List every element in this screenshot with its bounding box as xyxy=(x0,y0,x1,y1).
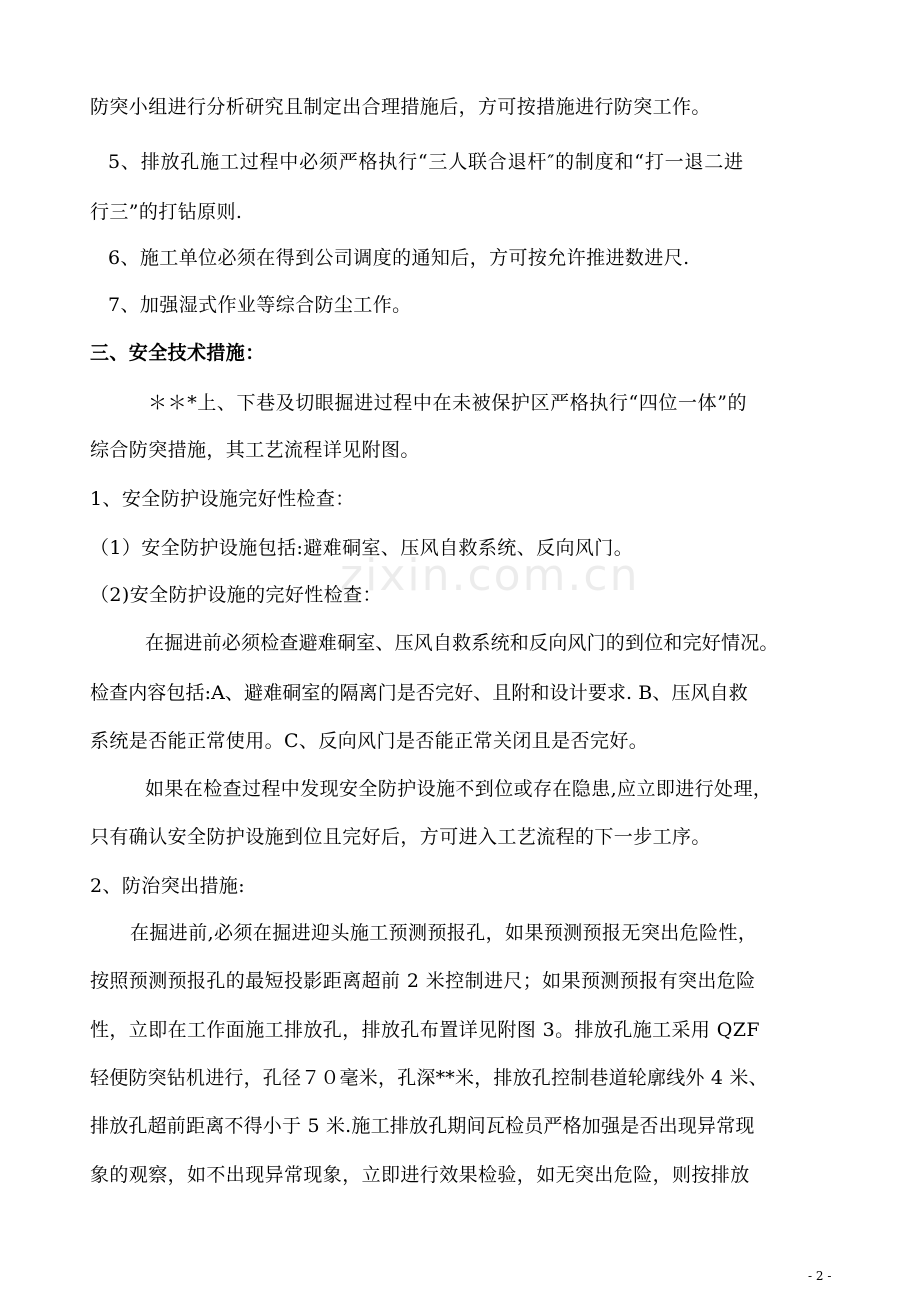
text-line: 综合防突措施，其工艺流程详见附图。 xyxy=(90,439,420,461)
text-line: 象的观察，如不出现异常现象，立即进行效果检验，如无突出危险，则按排放 xyxy=(90,1164,750,1186)
text-line: 如果在检查过程中发现安全防护设施不到位或存在隐患,应立即进行处理， xyxy=(145,778,773,800)
text-line: 7、加强湿式作业等综合防尘工作。 xyxy=(108,294,412,316)
text-line: 6、施工单位必须在得到公司调度的通知后，方可按允许推进数进尺. xyxy=(108,247,690,269)
text-line: （1）安全防护设施包括:避难硐室、压风自救系统、反向风门。 xyxy=(90,537,634,559)
text-line: 只有确认安全防护设施到位且完好后，方可进入工艺流程的下一步工序。 xyxy=(90,826,711,848)
text-line: 1、安全防护设施完好性检查： xyxy=(90,488,355,510)
text-line: 2、防治突出措施: xyxy=(90,875,246,897)
section-heading: 三、安全技术措施： xyxy=(90,342,265,364)
text-line: 性，立即在工作面施工排放孔，排放孔布置详见附图 3。排放孔施工采用 QZF xyxy=(90,1019,760,1041)
page-number: - 2 - xyxy=(808,1269,832,1283)
text-line: 行三”的打钻原则. xyxy=(90,201,243,223)
text-line: 检查内容包括:A、避难硐室的隔离门是否完好、且附和设计要求. B、压风自救 xyxy=(90,682,748,704)
text-line: 排放孔超前距离不得小于 5 米.施工排放孔期间瓦检员严格加强是否出现异常现 xyxy=(90,1115,755,1137)
text-line: 轻便防突钻机进行，孔径７０毫米，孔深**米，排放孔控制巷道轮廓线外 4 米、 xyxy=(90,1067,768,1089)
text-line: 防突小组进行分析研究且制定出合理措施后，方可按措施进行防突工作。 xyxy=(90,96,711,118)
text-line: 5、排放孔施工过程中必须严格执行“三人联合退杆″的制度和“打一退二进 xyxy=(108,151,744,173)
watermark: zixin.com.cn xyxy=(340,550,640,601)
text-line: 在掘进前,必须在掘进迎头施工预测预报孔，如果预测预报无突出危险性， xyxy=(130,922,758,944)
text-line: 系统是否能正常使用。C、反向风门是否能正常关闭且是否完好。 xyxy=(90,730,649,752)
text-line: 在掘进前必须检查避难硐室、压风自救系统和反向风门的到位和完好情况。 xyxy=(145,632,779,654)
text-line: 按照预测预报孔的最短投影距离超前 2 米控制进尺；如果预测预报有突出危险 xyxy=(90,970,756,992)
text-line: （2)安全防护设施的完好性检查： xyxy=(90,584,382,606)
text-line: ＊＊*上、下巷及切眼掘进过程中在未被保护区严格执行“四位一体”的 xyxy=(148,392,748,414)
